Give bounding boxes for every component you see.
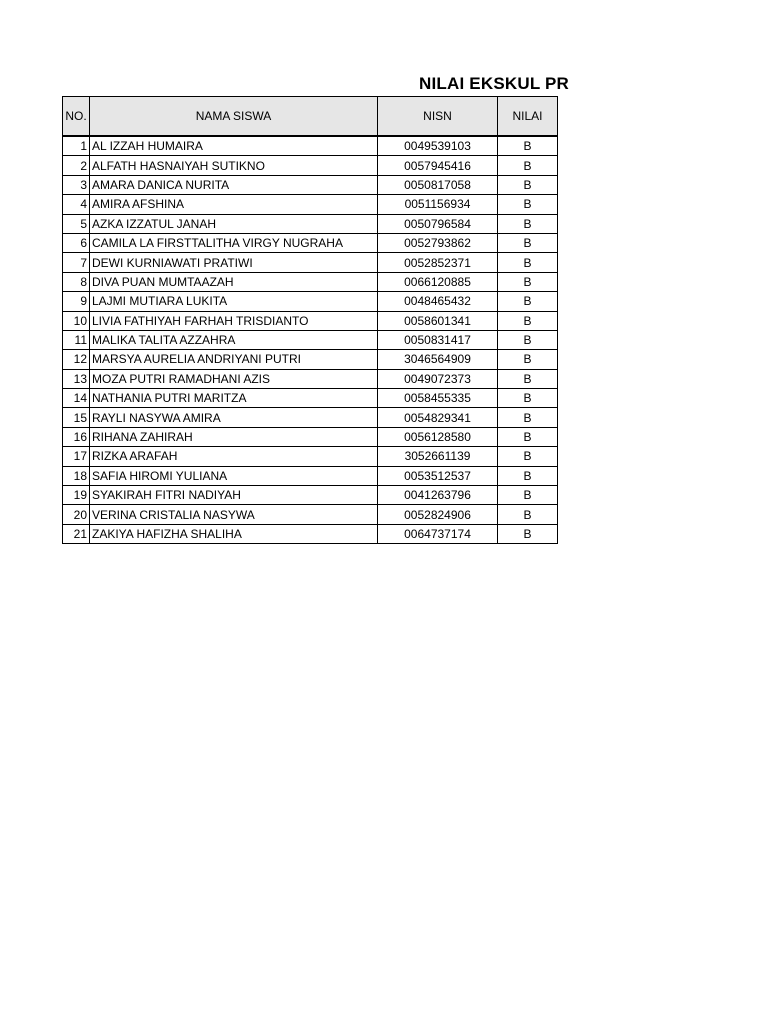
student-name-cell: LAJMI MUTIARA LUKITA [90, 292, 378, 311]
row-number-cell: 2 [63, 156, 90, 175]
grade-cell: B [498, 311, 558, 330]
row-number-cell: 5 [63, 214, 90, 233]
grade-cell: B [498, 524, 558, 543]
table-row [63, 156, 558, 175]
nisn-cell: 3052661139 [378, 447, 498, 466]
student-name-cell: DEWI KURNIAWATI PRATIWI [90, 253, 378, 272]
student-name-cell: AMARA DANICA NURITA [90, 175, 378, 194]
student-name-cell: LIVIA FATHIYAH FARHAH TRISDIANTO [90, 311, 378, 330]
column-header-nilai: NILAI [498, 97, 558, 136]
table-row [63, 272, 558, 291]
nisn-cell: 0049539103 [378, 137, 498, 156]
table-row [63, 524, 558, 543]
nisn-cell: 0053512537 [378, 466, 498, 485]
grade-cell: B [498, 233, 558, 252]
grade-cell: B [498, 447, 558, 466]
nisn-cell: 0064737174 [378, 524, 498, 543]
grade-cell: B [498, 195, 558, 214]
table-row [63, 466, 558, 485]
grade-cell: B [498, 330, 558, 349]
nisn-cell: 0058455335 [378, 389, 498, 408]
grade-cell: B [498, 486, 558, 505]
row-number-cell: 18 [63, 466, 90, 485]
table-row [63, 137, 558, 156]
nisn-cell: 0057945416 [378, 156, 498, 175]
grade-cell: B [498, 427, 558, 446]
student-name-cell: MARSYA AURELIA ANDRIYANI PUTRI [90, 350, 378, 369]
table-row [63, 486, 558, 505]
grade-cell: B [498, 292, 558, 311]
student-name-cell: ALFATH HASNAIYAH SUTIKNO [90, 156, 378, 175]
grade-cell: B [498, 156, 558, 175]
nisn-cell: 0051156934 [378, 195, 498, 214]
row-number-cell: 6 [63, 233, 90, 252]
student-name-cell: SYAKIRAH FITRI NADIYAH [90, 486, 378, 505]
table-row [63, 253, 558, 272]
nisn-cell: 0056128580 [378, 427, 498, 446]
row-number-cell: 9 [63, 292, 90, 311]
nisn-cell: 0049072373 [378, 369, 498, 388]
grade-cell: B [498, 505, 558, 524]
grade-cell: B [498, 272, 558, 291]
grade-cell: B [498, 408, 558, 427]
row-number-cell: 19 [63, 486, 90, 505]
nisn-cell: 0054829341 [378, 408, 498, 427]
column-header-no: NO. [63, 97, 90, 136]
student-name-cell: NATHANIA PUTRI MARITZA [90, 389, 378, 408]
row-number-cell: 17 [63, 447, 90, 466]
student-name-cell: CAMILA LA FIRSTTALITHA VIRGY NUGRAHA [90, 233, 378, 252]
student-name-cell: DIVA PUAN MUMTAAZAH [90, 272, 378, 291]
student-name-cell: VERINA CRISTALIA NASYWA [90, 505, 378, 524]
nisn-cell: 0066120885 [378, 272, 498, 291]
table-row [63, 214, 558, 233]
table-row [63, 292, 558, 311]
row-number-cell: 14 [63, 389, 90, 408]
grade-cell: B [498, 137, 558, 156]
header-row [63, 97, 558, 136]
row-number-cell: 3 [63, 175, 90, 194]
nisn-cell: 0052793862 [378, 233, 498, 252]
grade-cell: B [498, 389, 558, 408]
column-header-name: NAMA SISWA [90, 97, 378, 136]
table-row [63, 389, 558, 408]
grades-table [62, 96, 558, 544]
grade-cell: B [498, 369, 558, 388]
nisn-cell: 0041263796 [378, 486, 498, 505]
table-row [63, 505, 558, 524]
row-number-cell: 1 [63, 137, 90, 156]
student-name-cell: AMIRA AFSHINA [90, 195, 378, 214]
table-row [63, 369, 558, 388]
table-row [63, 195, 558, 214]
row-number-cell: 7 [63, 253, 90, 272]
student-name-cell: RIZKA ARAFAH [90, 447, 378, 466]
grade-cell: B [498, 214, 558, 233]
row-number-cell: 15 [63, 408, 90, 427]
row-number-cell: 8 [63, 272, 90, 291]
nisn-cell: 3046564909 [378, 350, 498, 369]
row-number-cell: 13 [63, 369, 90, 388]
table-row [63, 233, 558, 252]
table-row [63, 408, 558, 427]
document-title: NILAI EKSKUL PR [419, 74, 570, 93]
nisn-cell: 0050796584 [378, 214, 498, 233]
row-number-cell: 4 [63, 195, 90, 214]
grade-cell: B [498, 175, 558, 194]
table-row [63, 330, 558, 349]
student-name-cell: RIHANA ZAHIRAH [90, 427, 378, 446]
student-name-cell: MOZA PUTRI RAMADHANI AZIS [90, 369, 378, 388]
nisn-cell: 0052824906 [378, 505, 498, 524]
row-number-cell: 12 [63, 350, 90, 369]
student-name-cell: RAYLI NASYWA AMIRA [90, 408, 378, 427]
student-name-cell: MALIKA TALITA AZZAHRA [90, 330, 378, 349]
nisn-cell: 0050817058 [378, 175, 498, 194]
grade-cell: B [498, 466, 558, 485]
grade-cell: B [498, 350, 558, 369]
nisn-cell: 0048465432 [378, 292, 498, 311]
table-row [63, 427, 558, 446]
column-header-nisn: NISN [378, 97, 498, 136]
grade-cell: B [498, 253, 558, 272]
row-number-cell: 21 [63, 524, 90, 543]
student-name-cell: AZKA IZZATUL JANAH [90, 214, 378, 233]
table-row [63, 311, 558, 330]
row-number-cell: 10 [63, 311, 90, 330]
nisn-cell: 0050831417 [378, 330, 498, 349]
student-name-cell: ZAKIYA HAFIZHA SHALIHA [90, 524, 378, 543]
row-number-cell: 16 [63, 427, 90, 446]
table-row [63, 350, 558, 369]
row-number-cell: 20 [63, 505, 90, 524]
table-row [63, 175, 558, 194]
student-name-cell: SAFIA HIROMI YULIANA [90, 466, 378, 485]
student-name-cell: AL IZZAH HUMAIRA [90, 137, 378, 156]
nisn-cell: 0058601341 [378, 311, 498, 330]
nisn-cell: 0052852371 [378, 253, 498, 272]
row-number-cell: 11 [63, 330, 90, 349]
table-row [63, 447, 558, 466]
